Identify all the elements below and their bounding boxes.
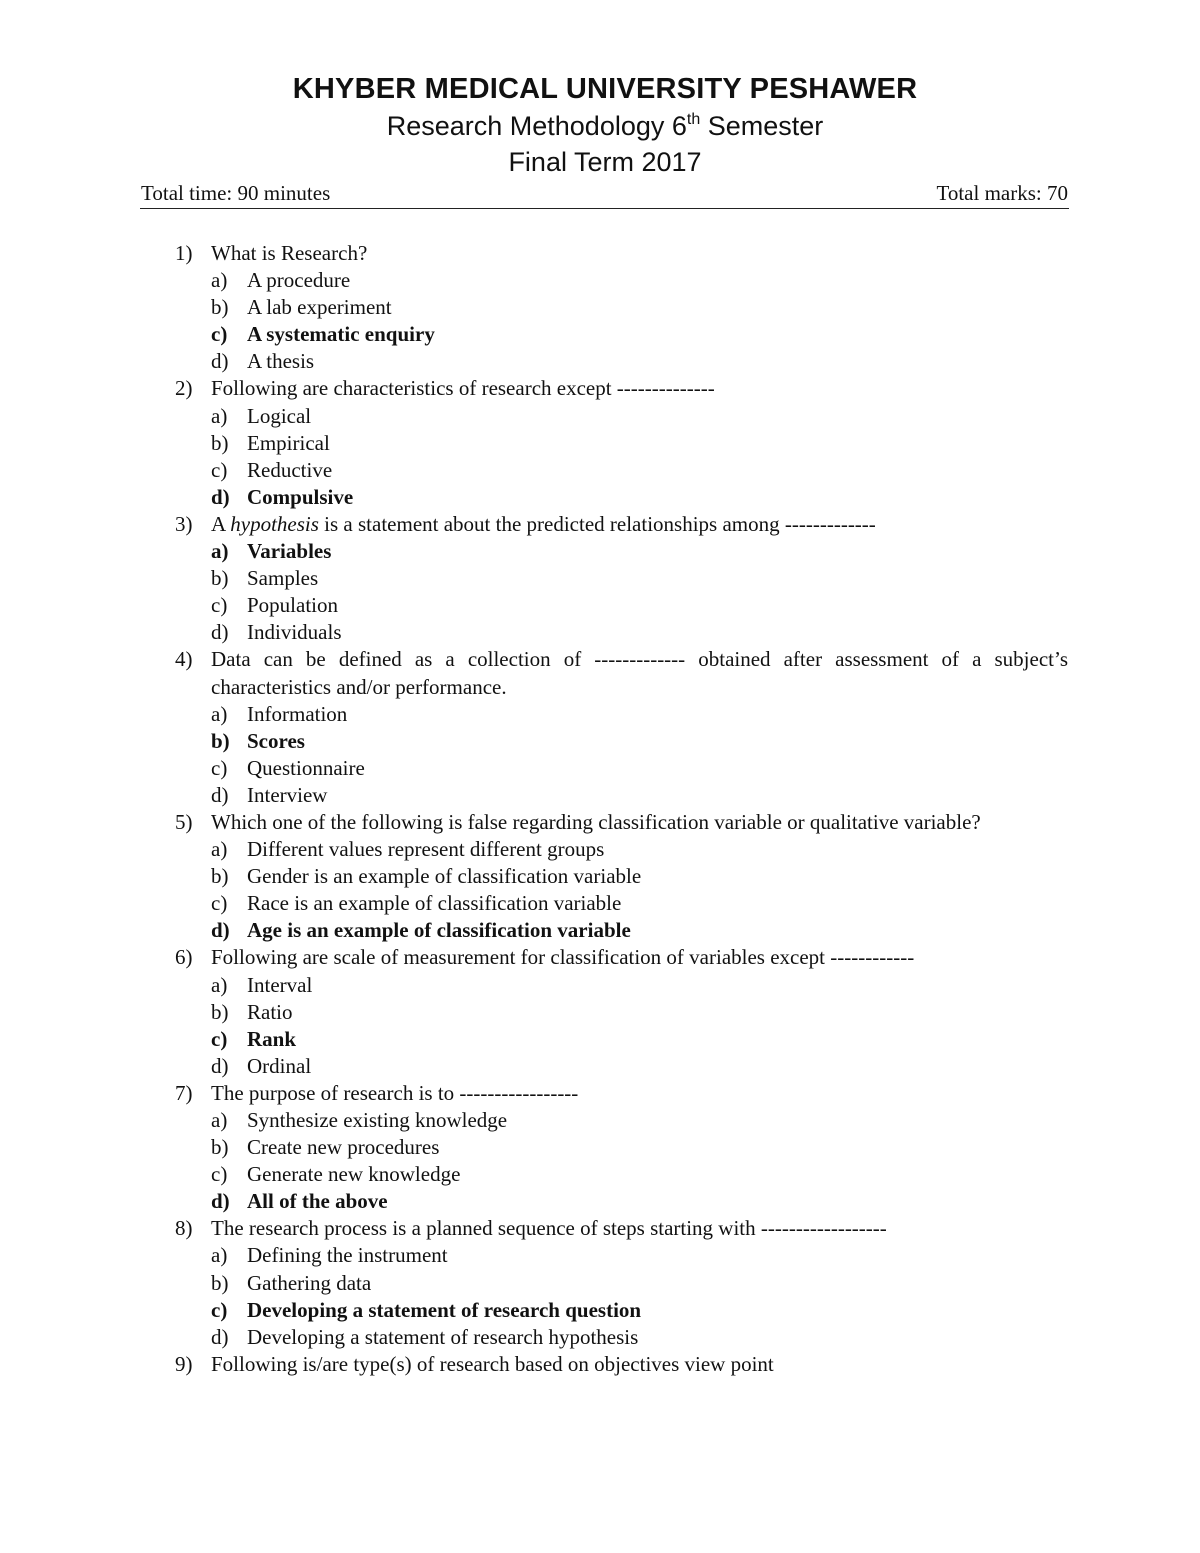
option-letter: a) [211, 972, 228, 997]
question-item [175, 646, 1068, 809]
option-text: Age is an example of classification variable [247, 918, 631, 943]
question-stem [175, 944, 1068, 971]
answer-option [175, 999, 1068, 1026]
option-text: Scores [247, 728, 305, 753]
answer-option [175, 1161, 1068, 1188]
option-letter: a) [211, 1108, 228, 1132]
answer-option [175, 430, 1068, 457]
question-item [175, 375, 1068, 510]
option-text: Gender is an example of classification variable [247, 864, 642, 889]
exam-title: Final Term 2017 [508, 147, 702, 177]
option-text: All of the above [247, 1189, 388, 1214]
option-text: Variables [247, 539, 332, 564]
question-stem [175, 511, 1068, 538]
answer-option [175, 1134, 1068, 1161]
option-letter: c) [211, 1297, 228, 1322]
question-number: 3) [175, 511, 193, 536]
option-letter: b) [211, 728, 230, 753]
option-letter: a) [211, 837, 228, 862]
question-stem [175, 240, 1068, 267]
answer-option [175, 592, 1068, 619]
answer-option [175, 565, 1068, 592]
option-text: Interval [247, 972, 313, 997]
answer-option [175, 1270, 1068, 1297]
option-letter: a) [211, 403, 228, 428]
option-text: Interview [247, 782, 328, 807]
option-letter: b) [211, 864, 229, 889]
option-text: Ordinal [247, 1053, 312, 1078]
answer-option-correct [175, 538, 1068, 565]
course-title [140, 108, 1070, 144]
option-text: A thesis [247, 349, 315, 374]
option-letter: c) [211, 891, 228, 916]
option-text: Developing a statement of research hypothesis [247, 1324, 639, 1349]
question-text-pre: A [211, 511, 231, 536]
question-text: The purpose of research is to ----------------- [211, 1080, 579, 1105]
exam-header [140, 70, 1070, 180]
option-text: A lab experiment [247, 295, 392, 320]
option-text: A systematic enquiry [247, 322, 435, 347]
question-item [175, 809, 1068, 944]
question-text: The research process is a planned sequence of steps starting with ------------------ [211, 1216, 887, 1241]
question-number: 2) [175, 376, 193, 401]
question-text: What is Research? [211, 241, 368, 265]
question-stem [175, 809, 1068, 836]
option-letter: b) [211, 295, 229, 320]
option-text: Different values represent different groups [247, 837, 605, 862]
question-text: Which one of the following is false regarding classification variable or qualitative variable? [211, 809, 981, 834]
answer-option-correct [175, 321, 1068, 348]
option-text: Empirical [247, 430, 330, 455]
option-text: Compulsive [247, 484, 354, 509]
option-text: Gathering data [247, 1270, 372, 1295]
answer-option-correct [175, 1297, 1068, 1324]
question-text [211, 512, 876, 536]
question-number: 6) [175, 945, 193, 970]
option-text: Synthesize existing knowledge [247, 1108, 508, 1132]
option-letter: b) [211, 566, 229, 591]
option-letter: a) [211, 701, 228, 726]
option-letter: d) [211, 1324, 229, 1349]
option-text: Create new procedures [247, 1135, 440, 1160]
answer-option [175, 403, 1068, 430]
option-text: Reductive [247, 457, 333, 482]
option-letter: c) [211, 457, 228, 482]
question-item [175, 240, 1068, 375]
answer-option [175, 755, 1068, 782]
option-letter: d) [211, 782, 229, 807]
option-letter: d) [211, 484, 230, 509]
question-number: 9) [175, 1351, 193, 1376]
question-list [175, 240, 1068, 1378]
question-stem [175, 375, 1068, 402]
option-text: Population [247, 593, 339, 618]
question-item [175, 1351, 1068, 1378]
option-letter: a) [211, 539, 229, 564]
option-text: Developing a statement of research question [247, 1297, 642, 1322]
answer-option-correct [175, 1026, 1068, 1053]
answer-option [175, 1324, 1068, 1351]
question-item [175, 511, 1068, 646]
option-text: Generate new knowledge [247, 1162, 461, 1187]
answer-option [175, 267, 1068, 294]
total-marks: Total marks: 70 [936, 181, 1068, 205]
question-text: Following are scale of measurement for classification of variables except ------------ [211, 945, 915, 970]
answer-option-correct [175, 728, 1068, 755]
answer-option [175, 890, 1068, 917]
option-letter: a) [211, 1243, 228, 1268]
option-letter: d) [211, 1189, 230, 1214]
option-letter: d) [211, 1053, 229, 1078]
answer-option [175, 1107, 1068, 1134]
option-text: Race is an example of classification variable [247, 891, 622, 916]
option-letter: b) [211, 1135, 229, 1160]
question-text: Following is/are type(s) of research based on objectives view point [211, 1351, 774, 1376]
option-letter: c) [211, 322, 228, 347]
question-text-post: is a statement about the predicted relationships among ------------- [318, 511, 876, 536]
option-text: Information [247, 701, 348, 726]
question-text: Data can be defined as a collection of ------------- obtained after assessment of a subject’s characteristics and/or performance. [211, 647, 1068, 699]
option-text: Ratio [247, 999, 293, 1024]
answer-option [175, 836, 1068, 863]
option-text: A procedure [247, 268, 351, 293]
question-stem [175, 1351, 1068, 1378]
option-text: Questionnaire [247, 755, 365, 780]
question-number: 1) [175, 241, 193, 265]
question-text: Following are characteristics of research except -------------- [211, 376, 715, 401]
answer-option [175, 1053, 1068, 1080]
total-time: Total time: 90 minutes [141, 181, 331, 205]
option-letter: c) [211, 755, 228, 780]
course-prefix: Research Methodology 6 [386, 111, 687, 141]
question-stem [175, 646, 1068, 700]
answer-option [175, 972, 1068, 999]
option-letter: c) [211, 593, 228, 618]
option-letter: b) [211, 1270, 229, 1295]
question-number: 4) [175, 647, 193, 672]
option-text: Defining the instrument [247, 1243, 448, 1268]
question-number: 8) [175, 1216, 193, 1241]
option-text: Logical [247, 403, 312, 428]
course-superscript: th [686, 111, 701, 128]
question-number: 7) [175, 1080, 193, 1105]
answer-option [175, 1242, 1068, 1269]
question-item [175, 944, 1068, 1079]
option-letter: b) [211, 430, 229, 455]
question-text-italic: hypothesis [230, 511, 319, 536]
answer-option-correct [175, 917, 1068, 944]
answer-option-correct [175, 484, 1068, 511]
question-stem [175, 1080, 1068, 1107]
course-suffix: Semester [700, 111, 824, 141]
answer-option [175, 348, 1068, 375]
question-stem [175, 1215, 1068, 1242]
option-letter: d) [211, 918, 230, 943]
answer-option [175, 863, 1068, 890]
exam-meta-line [140, 178, 1069, 209]
option-letter: a) [211, 268, 228, 293]
question-item [175, 1215, 1068, 1350]
university-title: KHYBER MEDICAL UNIVERSITY PESHAWER [292, 73, 918, 105]
answer-option [175, 701, 1068, 728]
answer-option [175, 457, 1068, 484]
option-text: Rank [247, 1026, 297, 1051]
option-text: Individuals [247, 620, 342, 645]
option-letter: b) [211, 999, 229, 1024]
option-letter: d) [211, 620, 229, 645]
question-item [175, 1080, 1068, 1215]
answer-option-correct [175, 1188, 1068, 1215]
question-number: 5) [175, 809, 193, 834]
option-text: Samples [247, 566, 319, 591]
answer-option [175, 619, 1068, 646]
answer-option [175, 294, 1068, 321]
option-letter: d) [211, 349, 229, 374]
option-letter: c) [211, 1026, 228, 1051]
option-letter: c) [211, 1162, 228, 1187]
answer-option [175, 782, 1068, 809]
